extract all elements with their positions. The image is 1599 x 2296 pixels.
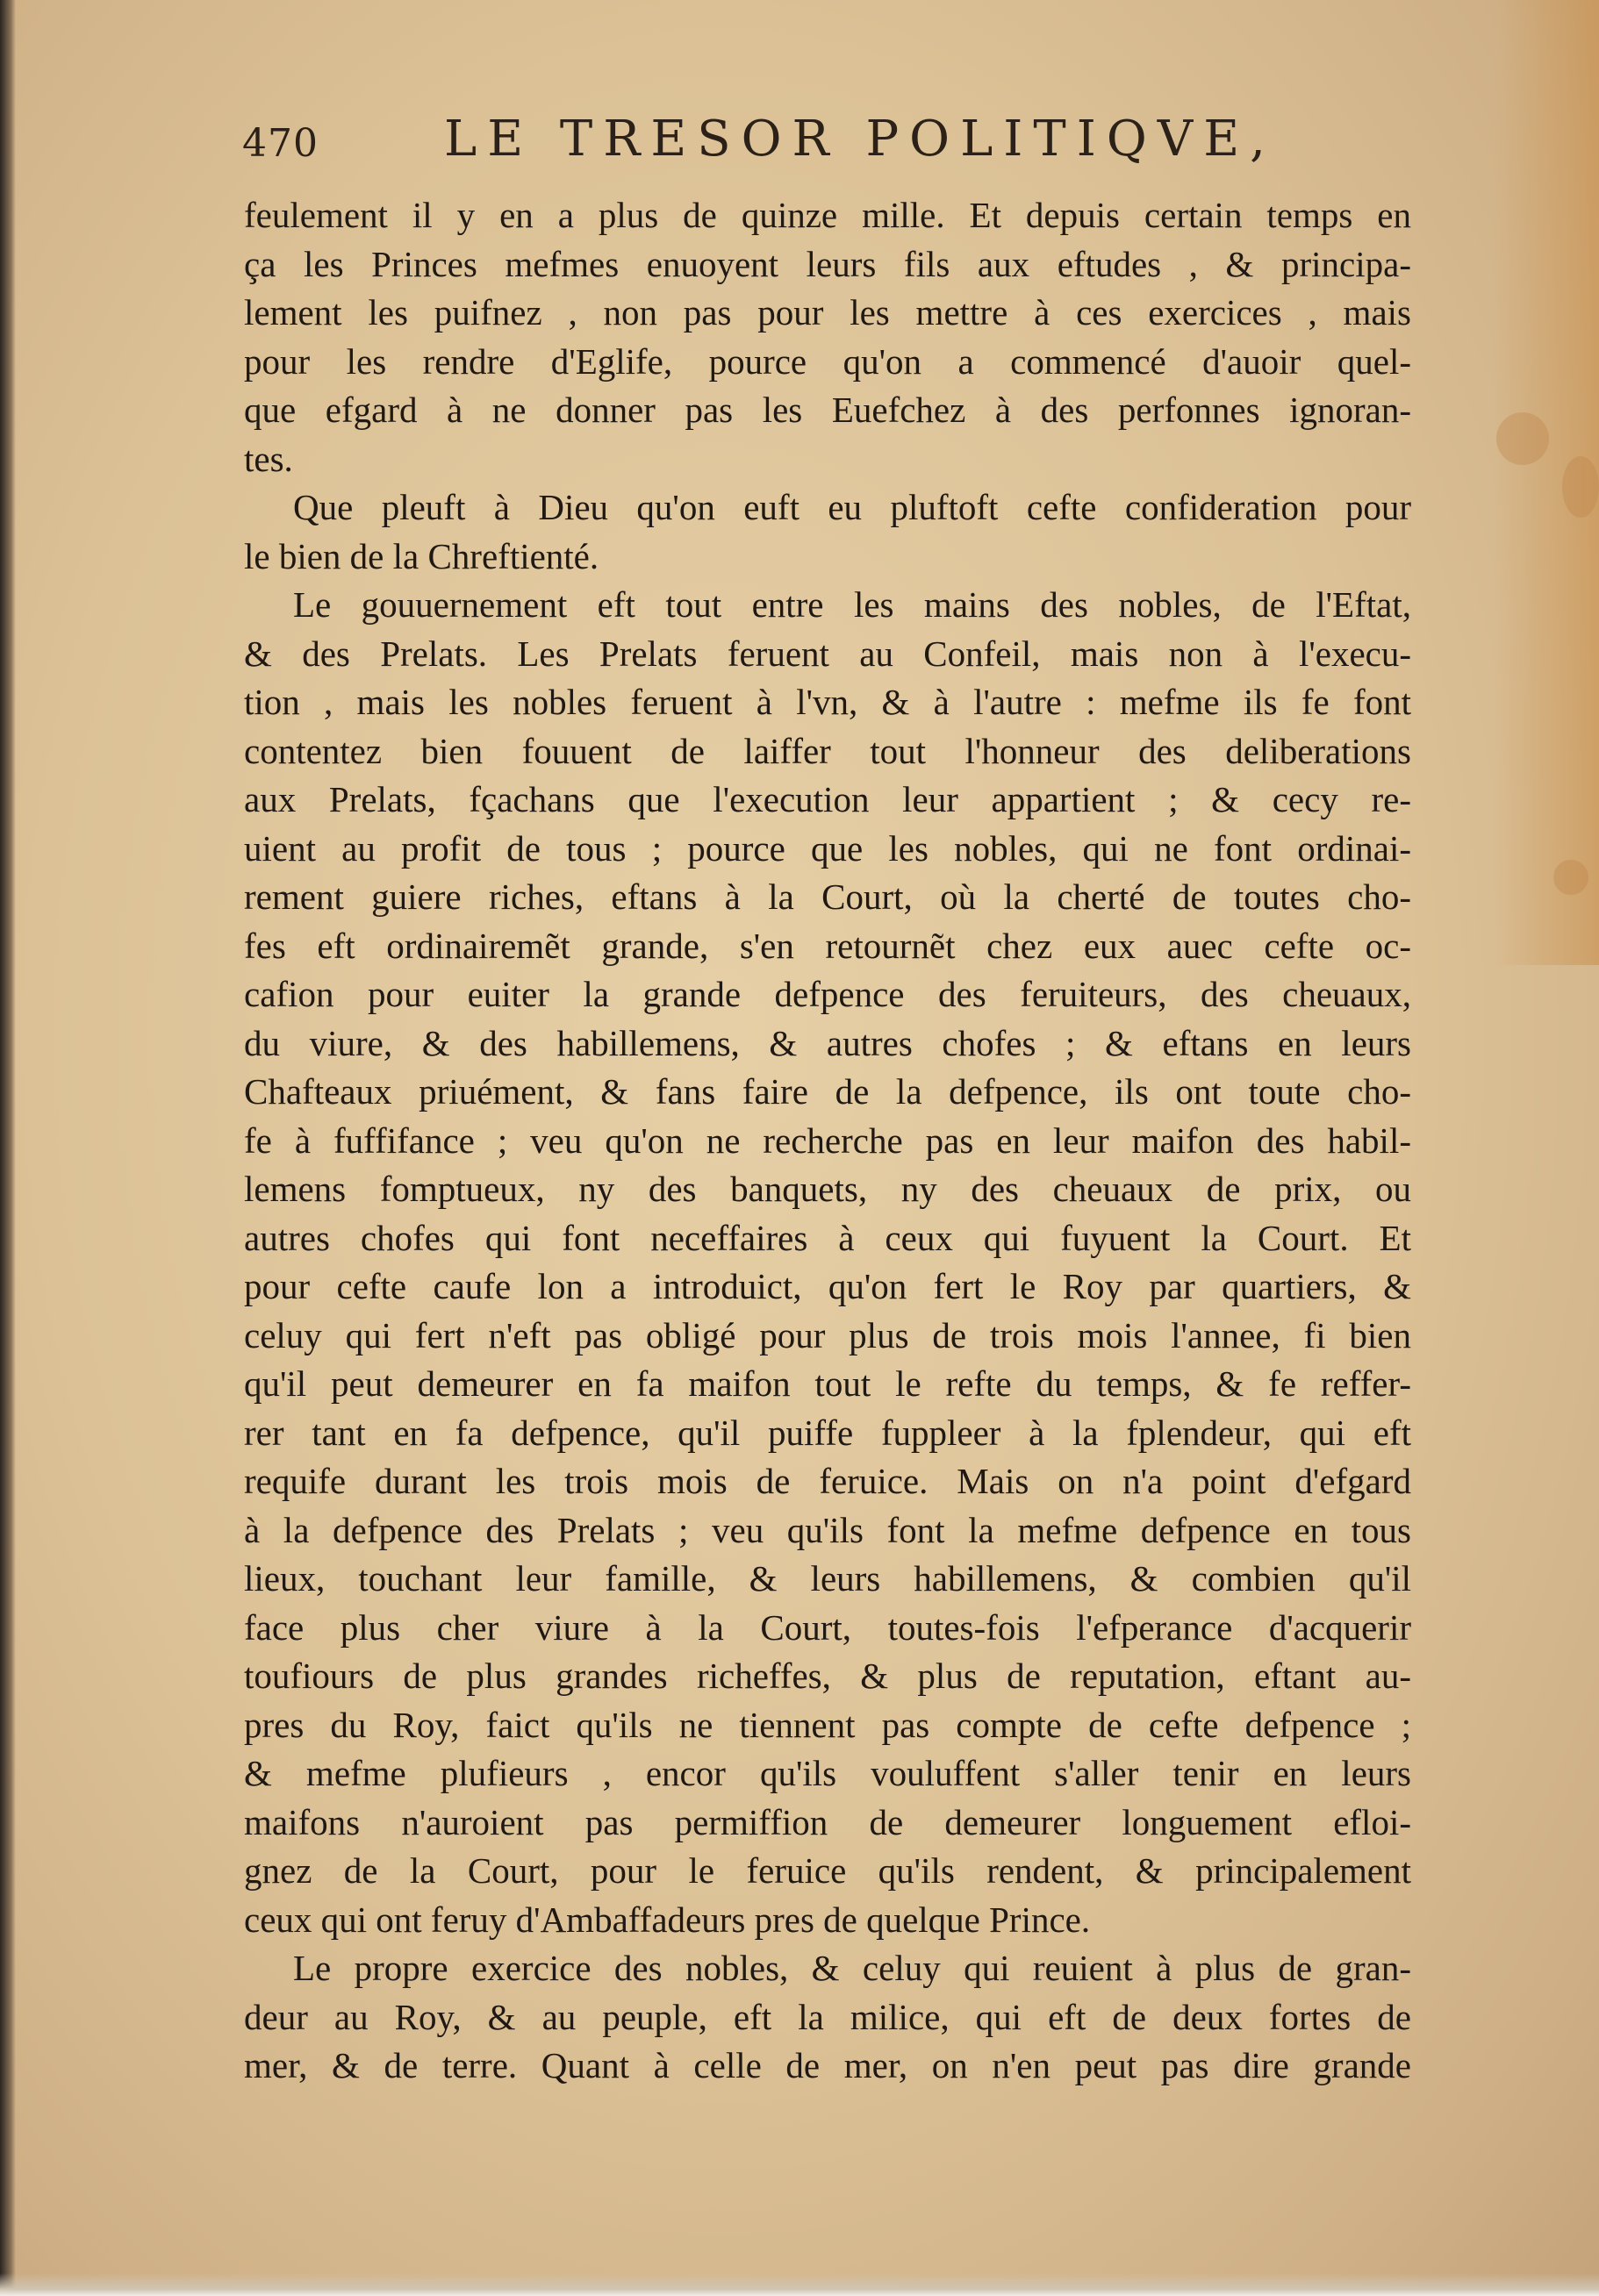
text-line: & mefme plufieurs , encor qu'ils vouluffent s'aller tenir en leurs [244, 1753, 1411, 1793]
text-line: & des Prelats. Les Prelats feruent au Confeil, mais non à l'execu- [244, 633, 1411, 674]
text-line: pour cefte caufe lon a introduict, qu'on fert le Roy par quartiers, & [244, 1266, 1411, 1306]
foxing-spot [1562, 456, 1599, 518]
text-line: fe à fuffifance ; veu qu'on ne recherche pas en leur maifon des habil- [244, 1119, 1411, 1161]
page-header [242, 104, 1401, 182]
text-line: tes. [244, 438, 293, 479]
text-line: toufiours de plus grandes richeffes, & plus de reputation, eftant au- [244, 1656, 1411, 1696]
text-line: face plus cher viure à la Court, toutes-fois l'efperance d'acquerir [244, 1606, 1411, 1648]
text-line: pres du Roy, faict qu'ils ne tiennent pas compte de cefte defpence ; [244, 1704, 1411, 1745]
page-bottom-edge [0, 2273, 1599, 2296]
text-line: le bien de la Chreftienté. [244, 535, 599, 576]
text-line: fes eft ordinairemẽt grande, s'en retournẽt chez eux auec cefte oc- [244, 925, 1411, 966]
text-line: Que pleuft à Dieu qu'on euft eu pluftoft cefte confideration pour [293, 487, 1411, 527]
text-line: tion , mais les nobles feruent à l'vn, & à l'autre : mefme ils fe font [244, 682, 1411, 722]
body-text [244, 191, 1411, 2091]
text-line: rement guiere riches, eftans à la Court, où la cherté de toutes cho- [244, 876, 1411, 917]
text-line: mer, & de terre. Quant à celle de mer, on n'en peut pas dire grande [244, 2045, 1411, 2085]
text-line: Le gouuernement eft tout entre les mains des nobles, de l'Eftat, [293, 584, 1411, 625]
text-line: ceux qui ont feruy d'Ambaffadeurs pres de quelque Prince. [244, 1899, 1091, 1940]
text-line: du viure, & des habillemens, & autres chofes ; & eftans en leurs [244, 1022, 1411, 1063]
text-line: rer tant en fa defpence, qu'il puiffe fuppleer à la fplendeur, qui eft [244, 1412, 1411, 1453]
text-line: ça les Princes mefmes enuoyent leurs fils aux eftudes , & principa- [244, 243, 1411, 284]
text-line: à la defpence des Prelats ; veu qu'ils font la mefme defpence en tous [244, 1509, 1411, 1550]
text-line: que efgard à ne donner pas les Euefchez à des perfonnes ignoran- [244, 390, 1411, 430]
page-number: 470 [242, 121, 319, 166]
text-line: requife durant les trois mois de feruice. Mais on n'a point d'efgard [244, 1461, 1411, 1501]
text-line: lement les puifnez , non pas pour les mettre à ces exercices , mais [244, 292, 1411, 333]
page-binding-edge [0, 0, 16, 2296]
text-line: qu'il peut demeurer en fa maifon tout le refte du temps, & fe reffer- [244, 1363, 1411, 1404]
text-line: aux Prelats, fçachans que l'execution leur appartient ; & cecy re- [244, 779, 1411, 819]
text-line: celuy qui fert n'eft pas obligé pour plus de trois mois l'annee, fi bien [244, 1314, 1411, 1355]
text-line: contentez bien fouuent de laiffer tout l'honneur des deliberations [244, 730, 1411, 771]
text-line: autres chofes qui font neceffaires à ceux qui fuyuent la Court. Et [244, 1217, 1411, 1258]
text-line: lemens fomptueux, ny des banquets, ny des cheuaux de prix, ou [244, 1169, 1411, 1209]
foxing-spot [1553, 860, 1588, 895]
text-line: Le propre exercice des nobles, & celuy qui reuient à plus de gran- [293, 1948, 1411, 1988]
foxing-spot [1496, 412, 1549, 465]
text-line: uient au profit de tous ; pource que les nobles, qui ne font ordinai- [244, 827, 1411, 869]
text-line: maifons n'auroient pas permiffion de demeurer longuement efloi- [244, 1801, 1411, 1842]
text-line: gnez de la Court, pour le feruice qu'ils rendent, & principalement [244, 1850, 1411, 1891]
text-line: Chafteaux priuément, & fans faire de la defpence, ils ont toute cho- [244, 1071, 1411, 1112]
text-line: lieux, touchant leur famille, & leurs habillemens, & combien qu'il [244, 1558, 1411, 1599]
running-head: LE TRESOR POLITIQVE, [444, 111, 1276, 168]
text-line: pour les rendre d'Eglife, pource qu'on a commencé d'auoir quel- [244, 340, 1411, 382]
text-line: deur au Roy, & au peuple, eft la milice, qui eft de deux fortes de [244, 1996, 1411, 2037]
text-line: cafion pour euiter la grande defpence des feruiteurs, des cheuaux, [244, 974, 1411, 1014]
text-line: feulement il y en a plus de quinze mille. Et depuis certain temps en [244, 195, 1411, 235]
